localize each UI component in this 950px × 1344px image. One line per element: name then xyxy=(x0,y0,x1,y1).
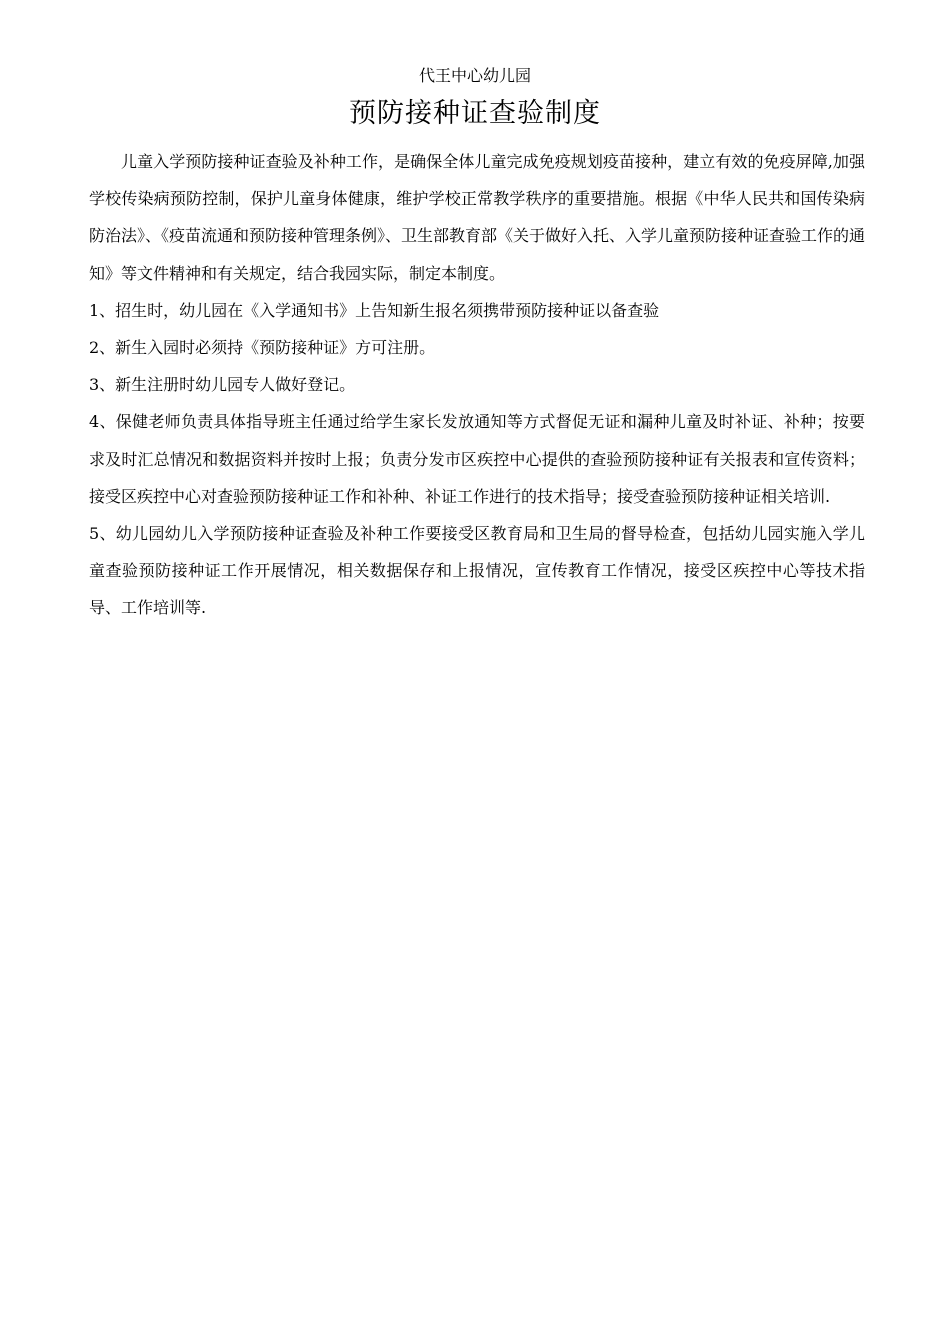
organization-name: 代王中心幼儿园 xyxy=(418,66,531,85)
document-body xyxy=(89,143,865,627)
rule-item-5: 5、幼儿园幼儿入学预防接种证查验及补种工作要接受区教育局和卫生局的督导检查，包括幼儿园实施入学儿童查验预防接种证工作开展情况，相关数据保存和上报情况，宣传教育工作情况，接受区疾控中心等技术指导、工作培训等. xyxy=(89,524,865,618)
rule-item-4: 4、保健老师负责具体指导班主任通过给学生家长发放通知等方式督促无证和漏种儿童及时补证、补种；按要求及时汇总情况和数据资料并按时上报；负责分发市区疾控中心提供的查验预防接种证有关报表和宣传资料；接受区疾控中心对查验预防接种证工作和补种、补证工作进行的技术指导；接受查验预防接种证相关培训. xyxy=(89,412,865,506)
intro-paragraph: 儿童入学预防接种证查验及补种工作，是确保全体儿童完成免疫规划疫苗接种，建立有效的免疫屏障,加强学校传染病预防控制，保护儿童身体健康，维护学校正常教学秩序的重要措施。根据《中华人民共和国传染病防治法》、《疫苗流通和预防接种管理条例》、卫生部教育部《关于做好入托、入学儿童预防接种证查验工作的通知》等文件精神和有关规定，结合我园实际，制定本制度。 xyxy=(89,152,866,283)
rule-item-2: 2、新生入园时必须持《预防接种证》方可注册。 xyxy=(89,338,436,358)
document-title: 预防接种证查验制度 xyxy=(349,98,601,129)
rule-item-3: 3、新生注册时幼儿园专人做好登记。 xyxy=(89,375,356,395)
rule-item-1: 1、招生时，幼儿园在《入学通知书》上告知新生报名须携带预防接种证以备查验 xyxy=(89,300,660,320)
